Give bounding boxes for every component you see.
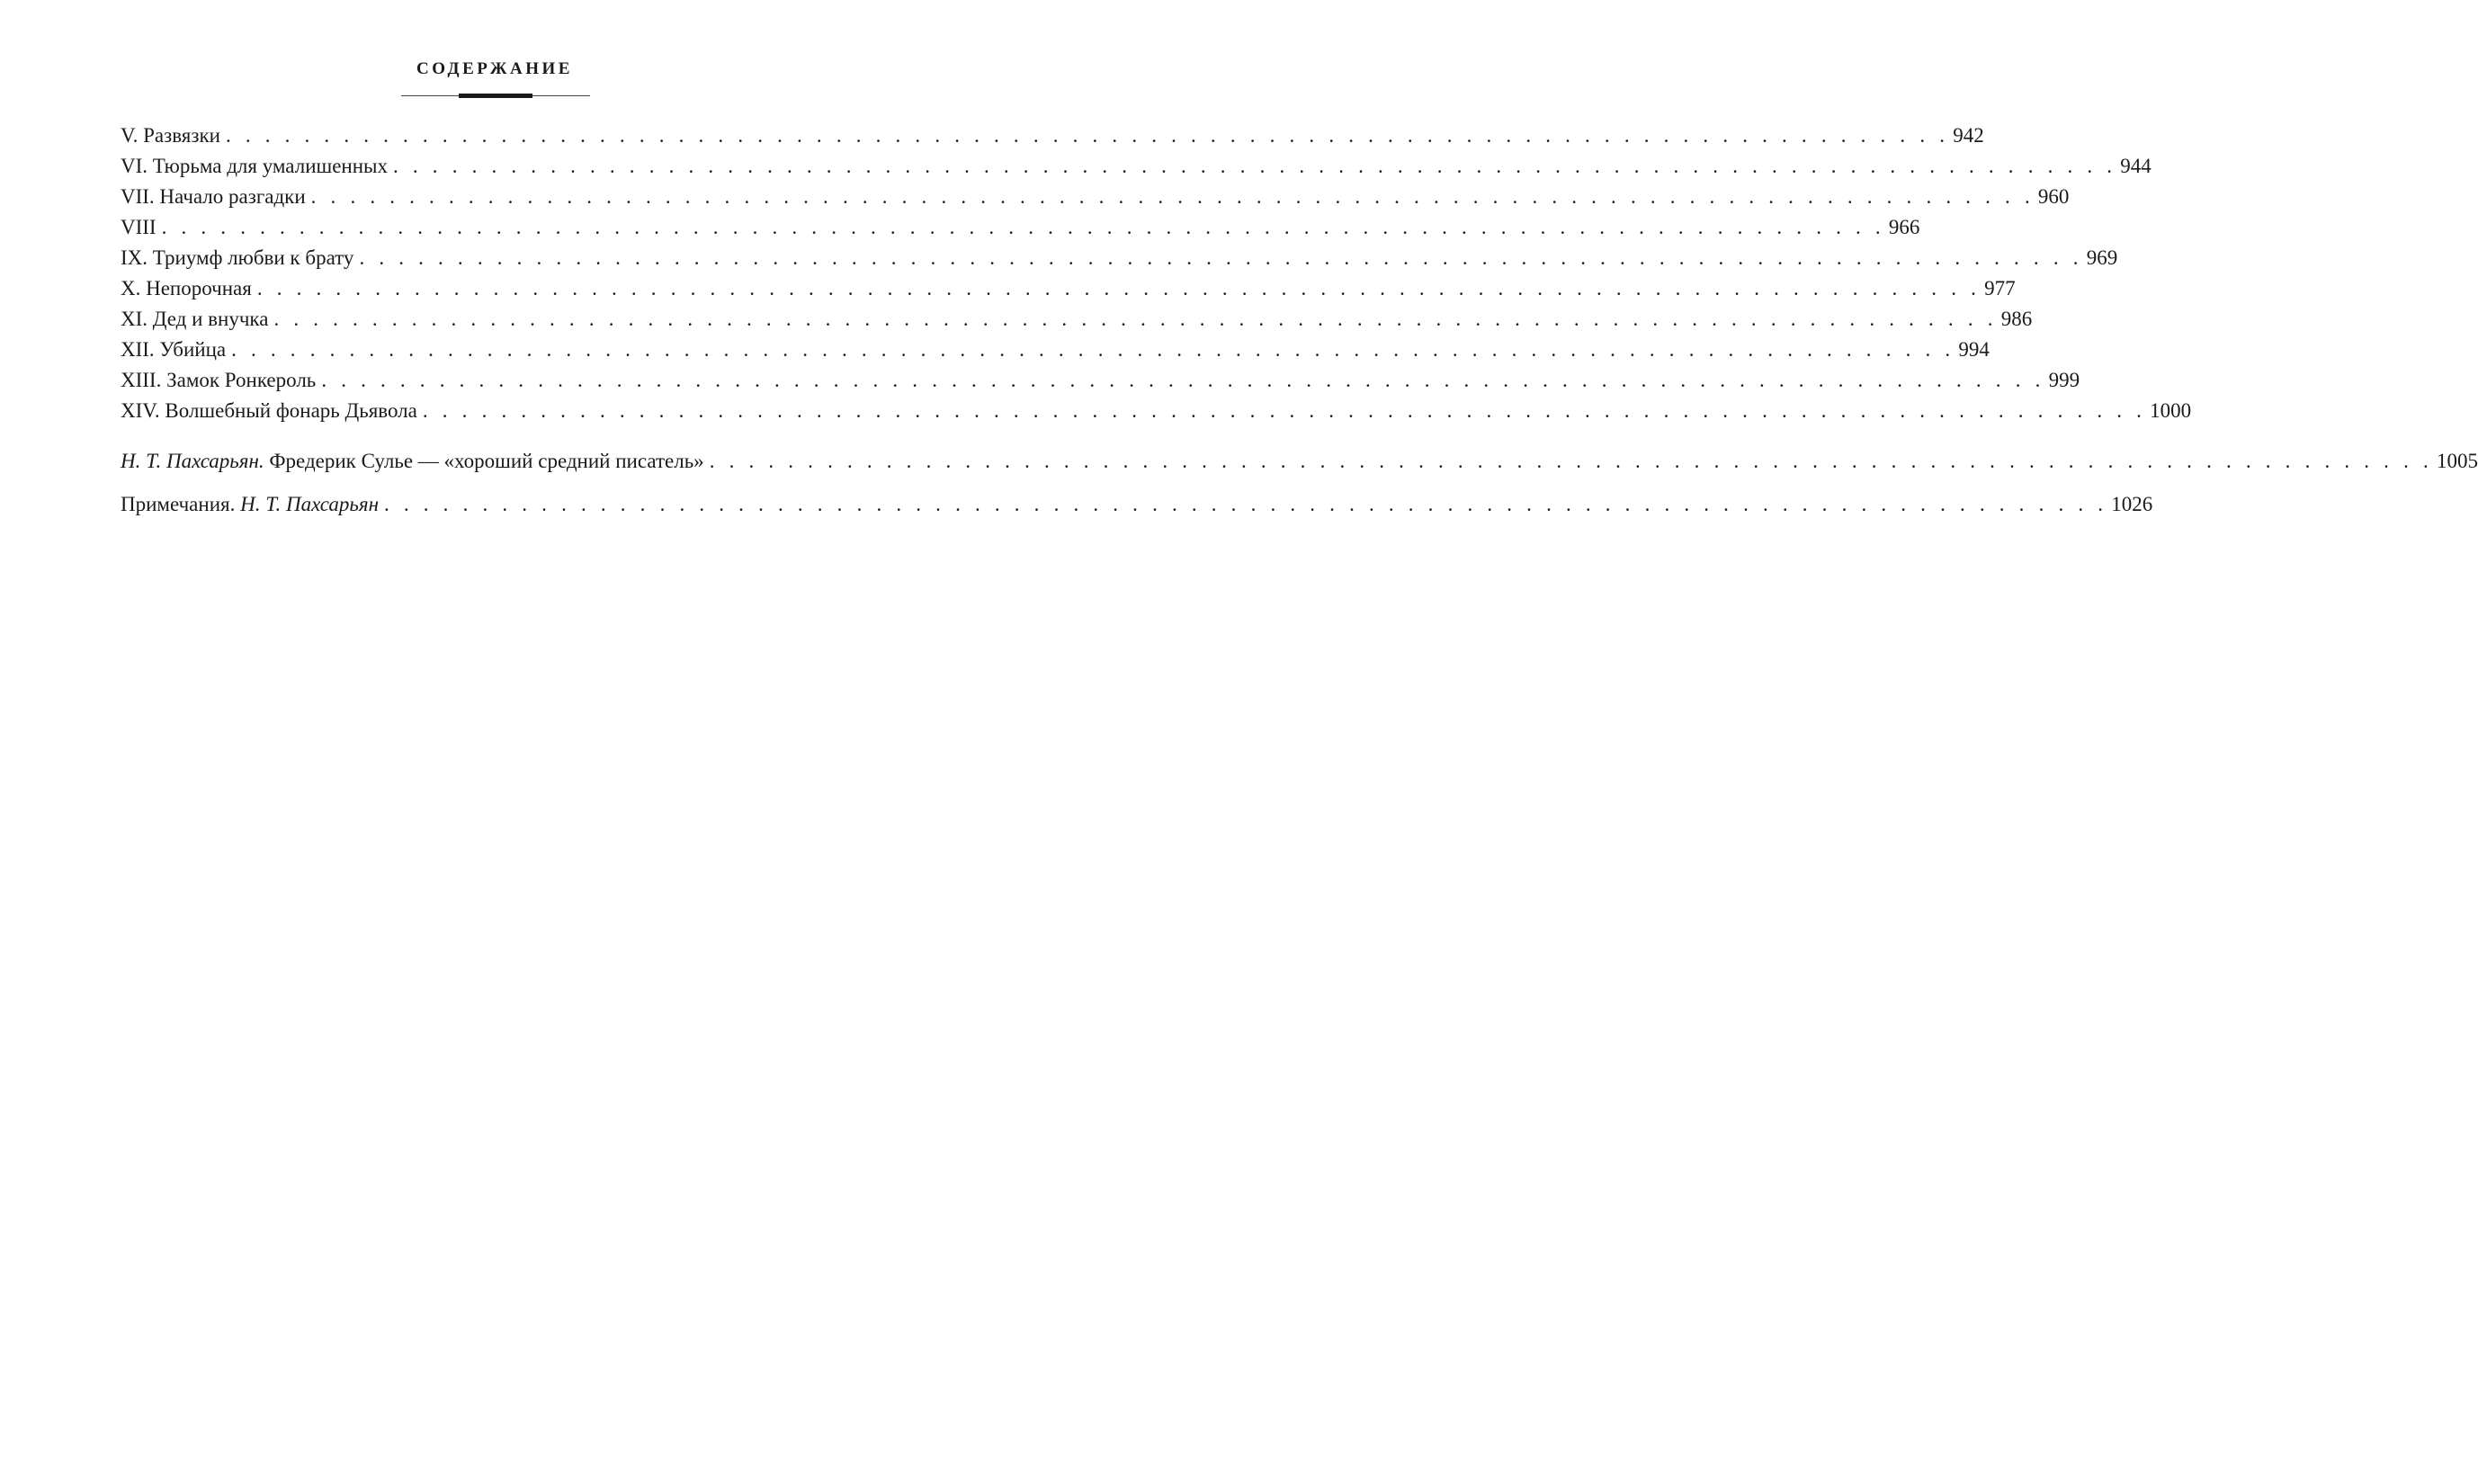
toc-entry-notes[interactable] (121, 489, 2153, 520)
toc-entry[interactable] (121, 212, 1920, 243)
toc-entry-title: XIV. Волшебный фонарь Дьявола (121, 399, 417, 422)
toc-entry-page: 986 (2000, 308, 2033, 330)
toc-entry-page: 1005 (2436, 450, 2478, 472)
toc-leader-dots: . . . . . . . . . . . . . . . . . . . . . . . . . . . . . . . . . . . . . . . . . . . . . . . . . . . . . . . . . . . . . . . . . . . . . . . . . . . . . . . . . . . . . . . . (161, 216, 1885, 238)
header-rule-accent (459, 94, 532, 98)
toc-leader-dots: . . . . . . . . . . . . . . . . . . . . . . . . . . . . . . . . . . . . . . . . . . . . . . . . . . . . . . . . . . . . . . . . . . . . . . . . . . . . . . . . . . . . . . . . (709, 450, 2433, 472)
table-of-contents (121, 121, 2478, 520)
toc-entry[interactable] (121, 151, 2151, 182)
toc-entry[interactable] (121, 121, 1984, 151)
toc-entry-page: 966 (1888, 216, 1920, 238)
page-title: СОДЕРЖАНИЕ (416, 59, 573, 78)
notes-title: Примечания. (121, 493, 241, 515)
toc-entry-title: VIII (121, 216, 157, 238)
toc-entry-page: 960 (2037, 185, 2070, 208)
toc-entry[interactable] (121, 182, 2070, 212)
toc-entry-title: VII. Начало разгадки (121, 185, 306, 208)
page-header (0, 59, 989, 79)
toc-leader-dots: . . . . . . . . . . . . . . . . . . . . . . . . . . . . . . . . . . . . . . . . . . . . . . . . . . . . . . . . . . . . . . . . . . . . . . . . . . . . . . . . . . . . . . . . (321, 369, 2045, 391)
toc-entry-title: XI. Дед и внучка (121, 308, 269, 330)
toc-entry-title: XII. Убийца (121, 338, 227, 361)
toc-entry-page: 977 (1984, 277, 2016, 299)
essay-author: Н. Т. Пахсарьян. (121, 450, 264, 472)
toc-leader-dots: . . . . . . . . . . . . . . . . . . . . . . . . . . . . . . . . . . . . . . . . . . . . . . . . . . . . . . . . . . . . . . . . . . . . . . . . . . . . . . . . . . . . . . . . (225, 124, 1950, 147)
toc-entry[interactable] (121, 304, 2033, 335)
toc-entry-page: 1026 (2111, 493, 2153, 515)
toc-entry[interactable] (121, 396, 2192, 426)
toc-entry-essay[interactable] (121, 446, 2478, 477)
toc-entry-title (121, 446, 710, 477)
toc-leader-dots: . . . . . . . . . . . . . . . . . . . . . . . . . . . . . . . . . . . . . . . . . . . . . . . . . . . . . . . . . . . . . . . . . . . . . . . . . . . . . . . . . . . . . . . . (231, 338, 1955, 361)
toc-entry-title: XIII. Замок Ронкероль (121, 369, 317, 391)
toc-entry-page: 1000 (2150, 399, 2192, 422)
toc-entry-page: 942 (1953, 124, 1984, 147)
toc-leader-dots: . . . . . . . . . . . . . . . . . . . . . . . . . . . . . . . . . . . . . . . . . . . . . . . . . . . . . . . . . . . . . . . . . . . . . . . . . . . . . . . . . . . . . . . . (393, 155, 2117, 177)
toc-entry-title: IX. Триумф любви к брату (121, 246, 354, 269)
toc-entry-page: 944 (2120, 155, 2151, 177)
toc-leader-dots: . . . . . . . . . . . . . . . . . . . . . . . . . . . . . . . . . . . . . . . . . . . . . . . . . . . . . . . . . . . . . . . . . . . . . . . . . . . . . . . . . . . . . . . . (359, 246, 2083, 269)
toc-entry-page: 994 (1958, 338, 1990, 361)
toc-entry[interactable] (121, 365, 2080, 396)
toc-leader-dots: . . . . . . . . . . . . . . . . . . . . . . . . . . . . . . . . . . . . . . . . . . . . . . . . . . . . . . . . . . . . . . . . . . . . . . . . . . . . . . . . . . . . . . . . (422, 399, 2147, 422)
toc-entry-title: X. Непорочная (121, 277, 252, 299)
toc-entry-page: 999 (2048, 369, 2080, 391)
toc-entry[interactable] (121, 335, 1990, 365)
toc-entry-page: 969 (2086, 246, 2118, 269)
toc-entry-title: VI. Тюрьма для умалишенных (121, 155, 388, 177)
toc-leader-dots: . . . . . . . . . . . . . . . . . . . . . . . . . . . . . . . . . . . . . . . . . . . . . . . . . . . . . . . . . . . . . . . . . . . . . . . . . . . . . . . . . . . . . . . . (383, 493, 2108, 515)
essay-title: Фредерик Сулье — «хороший средний писатель» (264, 450, 704, 472)
toc-entry-title: V. Развязки (121, 124, 220, 147)
toc-leader-dots: . . . . . . . . . . . . . . . . . . . . . . . . . . . . . . . . . . . . . . . . . . . . . . . . . . . . . . . . . . . . . . . . . . . . . . . . . . . . . . . . . . . . . . . . (273, 308, 1998, 330)
toc-leader-dots: . . . . . . . . . . . . . . . . . . . . . . . . . . . . . . . . . . . . . . . . . . . . . . . . . . . . . . . . . . . . . . . . . . . . . . . . . . . . . . . . . . . . . . . . (310, 185, 2035, 208)
toc-entry[interactable] (121, 273, 2016, 304)
toc-entry-title (121, 489, 384, 520)
toc-entry[interactable] (121, 243, 2118, 273)
notes-author: Н. Т. Пахсарьян (240, 493, 379, 515)
toc-leader-dots: . . . . . . . . . . . . . . . . . . . . . . . . . . . . . . . . . . . . . . . . . . . . . . . . . . . . . . . . . . . . . . . . . . . . . . . . . . . . . . . . . . . . . . . . (256, 277, 1982, 299)
